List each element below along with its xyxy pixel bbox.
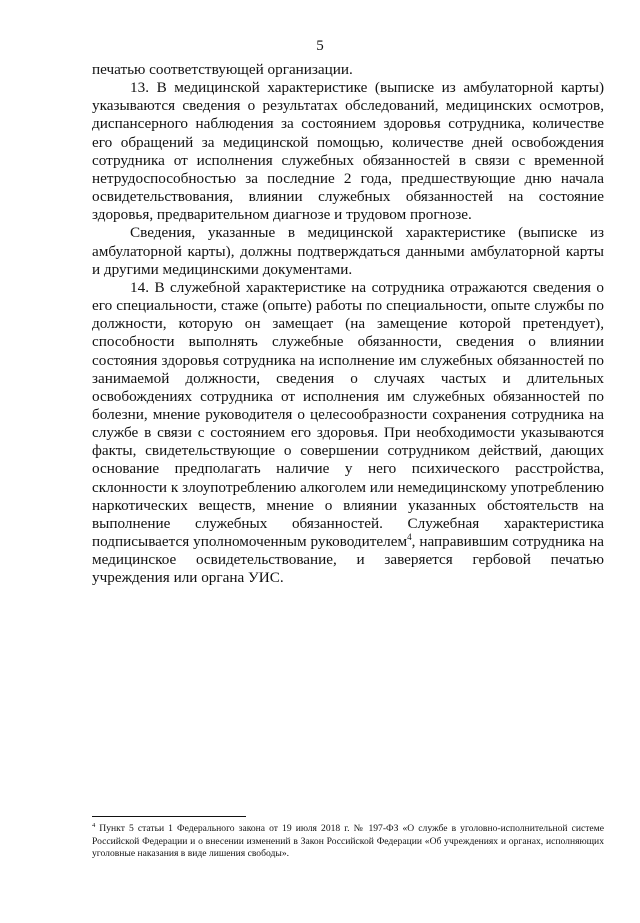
- paragraph-text: печатью соответствующей организации.: [92, 61, 353, 78]
- document-body: [92, 61, 604, 588]
- footnote-separator: [92, 816, 246, 817]
- paragraph-item-13: [92, 79, 604, 224]
- paragraph-continuation: [92, 61, 604, 79]
- footnote-text: Пункт 5 статьи 1 Федерального закона от 19 июля 2018 г. № 197-ФЗ «О службе в уголовно-исполнительной системе Российской Федерации и о внесении изменений в Закон Российской Федерации «Об учреждениях и органах, исполняющих уголовные наказания в виде лишения свободы».: [92, 823, 604, 860]
- paragraph-item-14: [92, 279, 604, 588]
- paragraph-text: Сведения, указанные в медицинской характеристике (выписке из амбулаторной карты), должны подтверждаться данными амбулаторной карты и другими медицинскими документами.: [92, 224, 604, 278]
- page-number: 5: [316, 38, 324, 54]
- footnote-reference: 4: [407, 532, 412, 542]
- footnote-marker: 4: [92, 821, 96, 829]
- paragraph-text: 13. В медицинской характеристике (выписке из амбулаторной карты) указываются сведения о результатах обследований, медицинских осмотров, диспансерного наблюдения за состоянием здоровья сотрудника, количестве его обращений за медицинской помощью, количестве дней освобождения сотрудника от исполнения служебных обязанностей в связи с временной нетрудоспособностью за последние 2 года, предшествующие дню начала освидетельствования, влиянии служебных обязанностей на состояние здоровья, предварительном диагнозе и трудовом прогнозе.: [92, 79, 604, 224]
- paragraph-medical-records: [92, 224, 604, 278]
- paragraph-text: 14. В служебной характеристике на сотрудника отражаются сведения о его специальности, стаже (опыте) работы по специальности, опыте службы по должности, которую он замещает (на замещение которой претендует), способности выполнять служебные обязанности, сведения о влиянии состояния здоровья сотрудника на исполнение им служебных обязанностей по занимаемой должности, сведения о случаях частых и длительных освобождениях сотрудника от исполнения им служебных обязанностей по болезни, мнение руководителя о целесообразности сохранения сотрудника на службе в связи с состоянием его здоровья. При необходимости указываются факты, свидетельствующие о совершении сотрудником действий, дающих основание предполагать наличие у него психического расстройства, склонности к злоупотреблению алкоголем или немедицинскому употреблению наркотических веществ, мнение о влиянии указанных обстоятельств на выполнение служебных обязанностей. Служебная характеристика подписывается уполномоченным руководителем: [92, 278, 604, 551]
- paragraph-text-continued: , направившим сотрудника на медицинское освидетельствование, и заверяется гербовой печатью учреждения или органа УИС.: [92, 533, 604, 587]
- footnote: [92, 823, 604, 861]
